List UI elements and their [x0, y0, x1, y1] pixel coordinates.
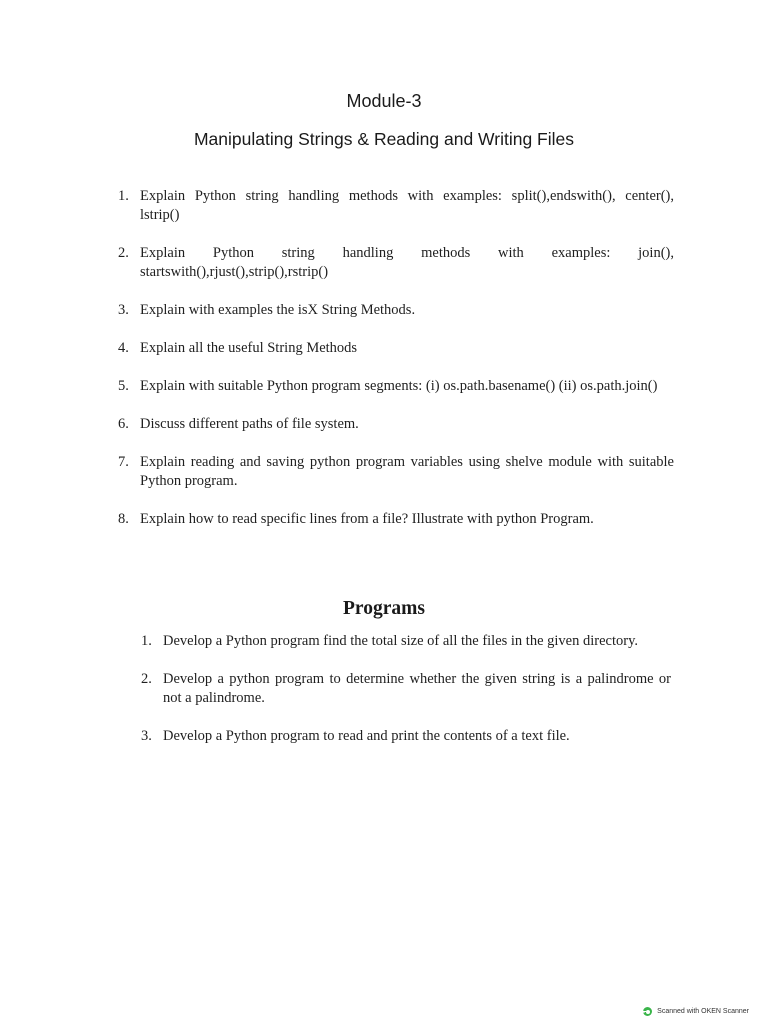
program-line: Develop a Python program to read and print the contents of a text file.: [163, 728, 570, 744]
scanner-label: Scanned with OKEN Scanner: [657, 1008, 749, 1015]
question-line: Discuss different paths of file system.: [140, 416, 359, 432]
topic-title: Manipulating Strings & Reading and Writing Files: [193, 129, 574, 149]
programs-heading: Programs: [343, 598, 425, 619]
question-line: startswith(),rjust(),strip(),rstrip(): [140, 264, 329, 280]
scanner-watermark: [643, 1007, 749, 1016]
question-number: 7.: [118, 454, 129, 470]
question-item: [118, 510, 674, 529]
program-number: 1.: [141, 633, 152, 649]
question-line: Explain all the useful String Methods: [140, 340, 358, 356]
question-number: 2.: [118, 245, 129, 261]
question-number: 1.: [118, 188, 129, 204]
question-item: [118, 377, 674, 396]
program-line: Develop a Python program find the total size of all the files in the given directory.: [163, 633, 639, 649]
question-number: 3.: [118, 302, 129, 318]
question-number: 6.: [118, 416, 129, 432]
program-item: [141, 727, 671, 746]
question-text: [140, 510, 674, 529]
program-item: [141, 670, 671, 708]
program-line: not a palindrome.: [163, 690, 265, 706]
question-line: Explain Python string handling methods with examples: join(),: [140, 245, 674, 261]
question-number: 4.: [118, 340, 129, 356]
question-line: Explain reading and saving python program variables using shelve module with suitable: [140, 454, 674, 470]
question-line: Explain how to read specific lines from a file? Illustrate with python Program.: [140, 511, 594, 527]
question-line: Python program.: [140, 473, 238, 489]
program-text: [163, 727, 671, 746]
question-line: Explain with examples the isX String Methods.: [140, 302, 416, 318]
question-item: [118, 244, 674, 282]
question-line: Explain Python string handling methods with examples: split(),endswith(), center(),: [140, 188, 674, 204]
program-number: 2.: [141, 671, 152, 687]
program-text: [163, 670, 671, 708]
program-line: Develop a python program to determine whether the given string is a palindrome or: [163, 671, 671, 687]
question-text: [140, 244, 674, 282]
question-text: [140, 301, 674, 320]
question-item: [118, 415, 674, 434]
program-text: [163, 632, 671, 651]
question-number: 8.: [118, 511, 129, 527]
question-text: [140, 377, 674, 396]
module-title: Module-3: [346, 91, 422, 111]
question-item: [118, 301, 674, 320]
question-item: [118, 339, 674, 358]
question-line: Explain with suitable Python program segments: (i) os.path.basename() (ii) os.path.join(): [140, 378, 658, 394]
question-text: [140, 453, 674, 491]
question-text: [140, 339, 674, 358]
question-item: [118, 187, 674, 225]
question-line: lstrip(): [140, 207, 180, 223]
question-number: 5.: [118, 378, 129, 394]
oken-scanner-logo-icon: [643, 1007, 652, 1016]
program-item: [141, 632, 671, 651]
program-number: 3.: [141, 728, 152, 744]
question-text: [140, 415, 674, 434]
program-list: [141, 632, 671, 765]
question-list: [118, 187, 674, 548]
question-item: [118, 453, 674, 491]
question-text: [140, 187, 674, 225]
